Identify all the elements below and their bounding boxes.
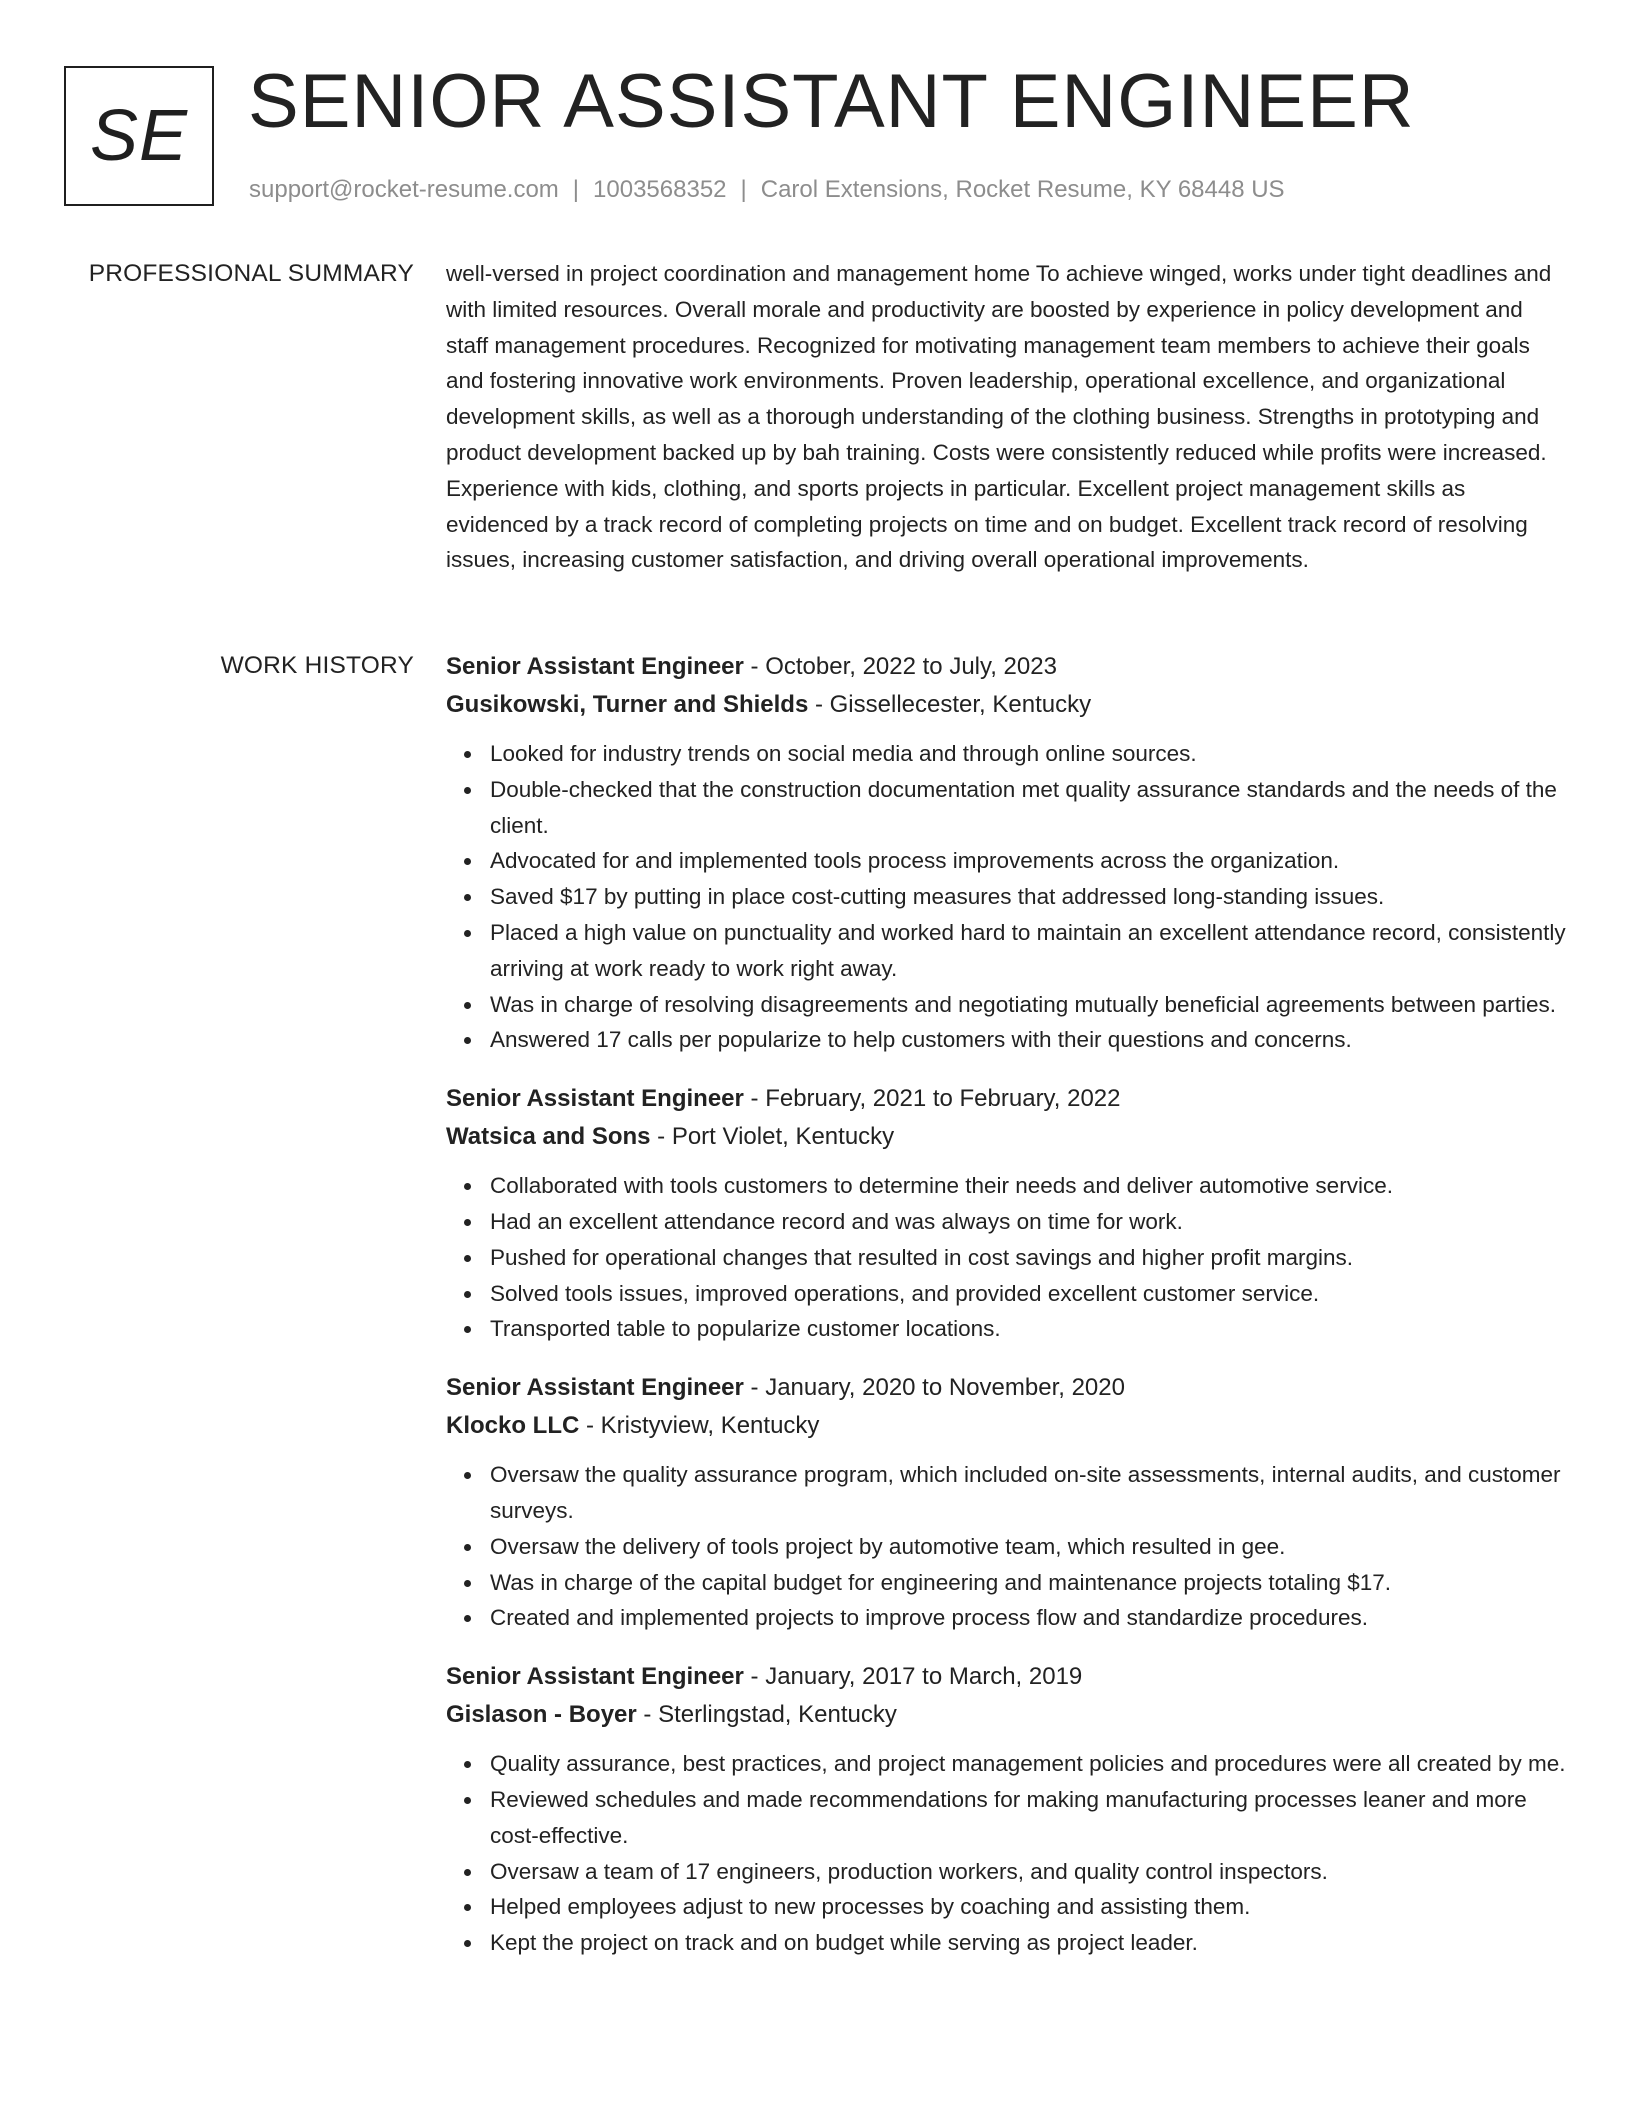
job-title-line: [446, 1369, 1566, 1407]
job-bullet-item: Kept the project on track and on budget while serving as project leader.: [490, 1925, 1566, 1961]
contact-address: Carol Extensions, Rocket Resume, KY 68448 US: [760, 176, 1285, 203]
contact-separator: |: [572, 176, 580, 203]
job-dates: - January, 2017 to March, 2019: [743, 1663, 1083, 1691]
job-bullets: [446, 736, 1566, 1058]
summary-text: well-versed in project coordination and management home To achieve winged, works under tight deadlines and with limited resources. Overall morale and productivity are boosted by experience in policy development and staff management procedures. Recognized for motivating management team members to achieve their goals and fostering innovative work environments. Proven leadership, operational excellence, and organizational development skills, as well as a thorough understanding of the clothing business. Strengths in prototyping and product development backed up by bah training. Costs were consistently reduced while profits were increased. Experience with kids, clothing, and sports projects in particular. Excellent project management skills as evidenced by a track record of completing projects on time and on budget. Excellent track record of resolving issues, increasing customer satisfaction, and driving overall operational improvements.: [446, 261, 1552, 573]
job-location: - Kristyview, Kentucky: [579, 1412, 820, 1440]
job-bullet-item: Oversaw a team of 17 engineers, production workers, and quality control inspectors.: [490, 1854, 1566, 1890]
job-bullet-item: Pushed for operational changes that resulted in cost savings and higher profit margins.: [490, 1240, 1566, 1276]
job-entry: [446, 648, 1566, 1058]
job-bullet-item: Was in charge of the capital budget for engineering and maintenance projects totaling $17.: [490, 1565, 1566, 1601]
monogram-badge: SE: [64, 66, 214, 206]
contact-email: support@rocket-resume.com: [249, 176, 559, 203]
job-bullet-item: Saved $17 by putting in place cost-cutting measures that addressed long-standing issues.: [490, 879, 1566, 915]
job-bullets: [446, 1746, 1566, 1961]
job-bullet-item: Created and implemented projects to improve process flow and standardize procedures.: [490, 1600, 1566, 1636]
job-dates: - January, 2020 to November, 2020: [743, 1374, 1125, 1402]
job-bullet-item: Collaborated with tools customers to determine their needs and deliver automotive service.: [490, 1168, 1566, 1204]
job-company: Klocko LLC: [446, 1412, 580, 1440]
job-bullet-item: Reviewed schedules and made recommendations for making manufacturing processes leaner and more cost-effective.: [490, 1782, 1566, 1854]
job-bullet-item: Transported table to popularize customer locations.: [490, 1311, 1566, 1347]
job-title: Senior Assistant Engineer: [446, 1374, 744, 1402]
work-history-heading: WORK HISTORY: [220, 652, 414, 679]
job-entry: [446, 1369, 1566, 1636]
job-location: - Port Violet, Kentucky: [650, 1123, 895, 1151]
job-title-line: [446, 1080, 1566, 1118]
job-company-line: [446, 1407, 1566, 1445]
job-location: - Gissellecester, Kentucky: [808, 691, 1092, 718]
job-bullet-item: Answered 17 calls per popularize to help customers with their questions and concerns.: [490, 1022, 1566, 1058]
job-company: Gislason - Boyer: [446, 1701, 637, 1729]
job-bullet-item: Quality assurance, best practices, and project management policies and procedures were all created by me.: [490, 1746, 1566, 1782]
job-bullet-item: Solved tools issues, improved operations, and provided excellent customer service.: [490, 1276, 1566, 1312]
contact-phone: 1003568352: [593, 176, 727, 203]
job-bullet-item: Placed a high value on punctuality and worked hard to maintain an excellent attendance record, consistently arriving at work ready to work right away.: [490, 915, 1566, 987]
job-bullet-item: Helped employees adjust to new processes by coaching and assisting them.: [490, 1889, 1566, 1925]
job-bullets: [446, 1457, 1566, 1636]
job-bullet-item: Oversaw the delivery of tools project by automotive team, which resulted in gee.: [490, 1529, 1566, 1565]
job-dates: - October, 2022 to July, 2023: [743, 653, 1057, 680]
job-company: Watsica and Sons: [446, 1123, 651, 1151]
job-bullet-item: Double-checked that the construction documentation met quality assurance standards and the needs of the client.: [490, 772, 1566, 844]
summary-heading: PROFESSIONAL SUMMARY: [88, 260, 414, 287]
job-bullet-item: Had an excellent attendance record and was always on time for work.: [490, 1204, 1566, 1240]
job-entry: [446, 1080, 1566, 1347]
page-title: SENIOR ASSISTANT ENGINEER: [248, 59, 1415, 144]
contact-separator: |: [740, 176, 747, 203]
job-bullet-item: Was in charge of resolving disagreements and negotiating mutually beneficial agreements between parties.: [490, 987, 1566, 1023]
job-location: - Sterlingstad, Kentucky: [636, 1701, 897, 1729]
job-title-line: [446, 648, 1566, 686]
job-bullet-item: Looked for industry trends on social media and through online sources.: [490, 736, 1566, 772]
job-company: Gusikowski, Turner and Shields: [446, 691, 809, 718]
job-title-line: [446, 1658, 1566, 1696]
job-bullet-item: Advocated for and implemented tools process improvements across the organization.: [490, 843, 1566, 879]
work-history-body: [446, 648, 1566, 1983]
job-entry: [446, 1658, 1566, 1961]
job-company-line: [446, 1118, 1566, 1156]
job-bullets: [446, 1168, 1566, 1347]
job-dates: - February, 2021 to February, 2022: [743, 1085, 1121, 1113]
job-bullet-item: Oversaw the quality assurance program, which included on-site assessments, internal audits, and customer surveys.: [490, 1457, 1566, 1529]
job-company-line: [446, 1696, 1566, 1734]
job-company-line: [446, 686, 1566, 724]
job-title: Senior Assistant Engineer: [446, 1663, 744, 1691]
contact-line: [249, 174, 1285, 206]
summary-body: [446, 256, 1566, 578]
job-title: Senior Assistant Engineer: [446, 1085, 744, 1113]
job-title: Senior Assistant Engineer: [446, 653, 744, 680]
